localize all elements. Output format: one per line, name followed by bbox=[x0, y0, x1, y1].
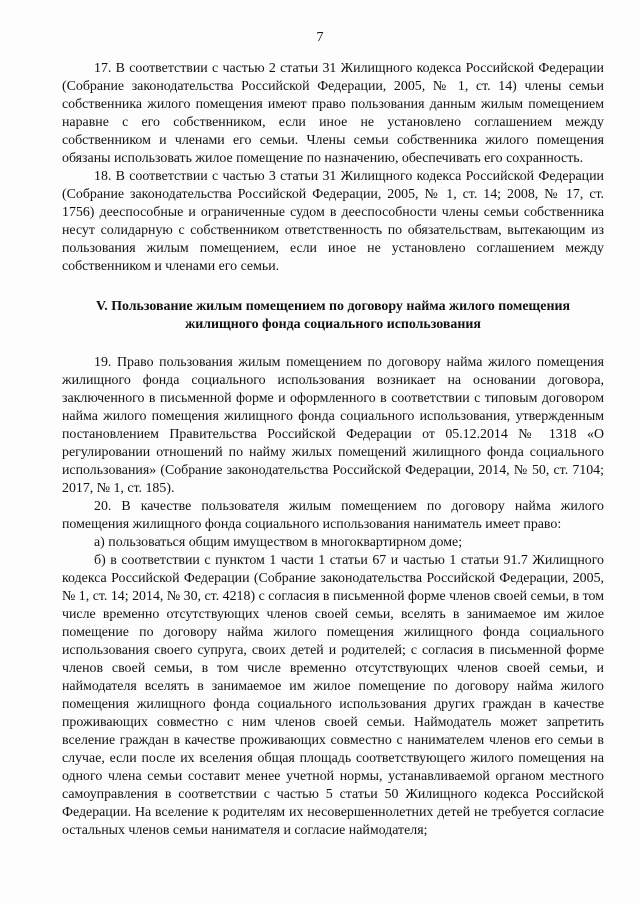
paragraph-20: 20. В качестве пользователя жилым помещением по договору найма жилого помещения жилищного фонда социального использования наниматель имеет право: bbox=[62, 499, 604, 532]
paragraph-19: 19. Право пользования жилым помещением по договору найма жилого помещения жилищного фонда социального использования возникает на основании договора, заключенного в письменной форме и оформленного в соответствии с типовым договором найма жилого помещения жилищного фонда социального использования, утвержденным постановлением Правительства Российской Федерации от 05.12.2014 № 1318 «О регулировании отношений по найму жилых помещений жилищного фонда социального использования» (Собрание законодательства Российской Федерации, 2014, № 50, ст. 7104; 2017, № 1, ст. 185). bbox=[62, 355, 604, 496]
paragraph-18: 18. В соответствии с частью 3 статьи 31 Жилищного кодекса Российской Федерации (Собрание законодательства Российской Федерации, 2005, № 1, ст. 14; 2008, № 17, ст. 1756) дееспособные и ограниченные судом в дееспособности члены семьи собственника несут солидарную с собственником ответственность по обязательствам, вытекающим из пользования жилым помещением, если иное не установлено соглашением между собственником и членами его семьи. bbox=[62, 169, 604, 274]
section-title: V. Пользование жилым помещением по договору найма жилого помещения жилищного фонда социального использования bbox=[96, 299, 570, 332]
paragraph-17: 17. В соответствии с частью 2 статьи 31 Жилищного кодекса Российской Федерации (Собрание законодательства Российской Федерации, 2005, № 1, ст. 14) члены семьи собственника жилого помещения имеют право пользования данным жилым помещением наравне с его собственником, если иное не установлено соглашением между собственником и членами его семьи. Члены семьи собственника жилого помещения обязаны использовать жилое помещение по назначению, обеспечивать его сохранность. bbox=[62, 61, 604, 166]
document-body bbox=[62, 60, 604, 840]
paragraph-20a: а) пользоваться общим имуществом в многоквартирном доме; bbox=[94, 535, 463, 550]
paragraph-20b: б) в соответствии с пунктом 1 части 1 статьи 67 и частью 1 статьи 91.7 Жилищного кодекса Российской Федерации (Собрание законодательства Российской Федерации, 2005, № 1, ст. 14; 2014, № 30, ст. 4218) с согласия в письменной форме членов своей семьи, в том числе временно отсутствующих членов своей семьи, вселять в занимаемое им жилое помещение по договору найма жилого помещения жилищного фонда социального использования своего супруга, своих детей и родителей; с согласия в письменной форме членов своей семьи, в том числе временно отсутствующих членов своей семьи, и наймодателя вселять в занимаемое им жилое помещение по договору найма жилого помещения жилищного фонда социального использования других граждан в качестве проживающих совместно с ним членов своей семьи. Наймодатель может запретить вселение граждан в качестве проживающих совместно с нанимателем членов его семьи в случае, если после их вселения общая площадь соответствующего жилого помещения на одного члена семьи составит менее учетной нормы, устанавливаемой органом местного самоуправления в соответствии с частью 5 статьи 50 Жилищного кодекса Российской Федерации. На вселение к родителям их несовершеннолетних детей не требуется согласие остальных членов семьи нанимателя и согласие наймодателя; bbox=[62, 553, 604, 838]
page-number: 7 bbox=[316, 30, 324, 45]
